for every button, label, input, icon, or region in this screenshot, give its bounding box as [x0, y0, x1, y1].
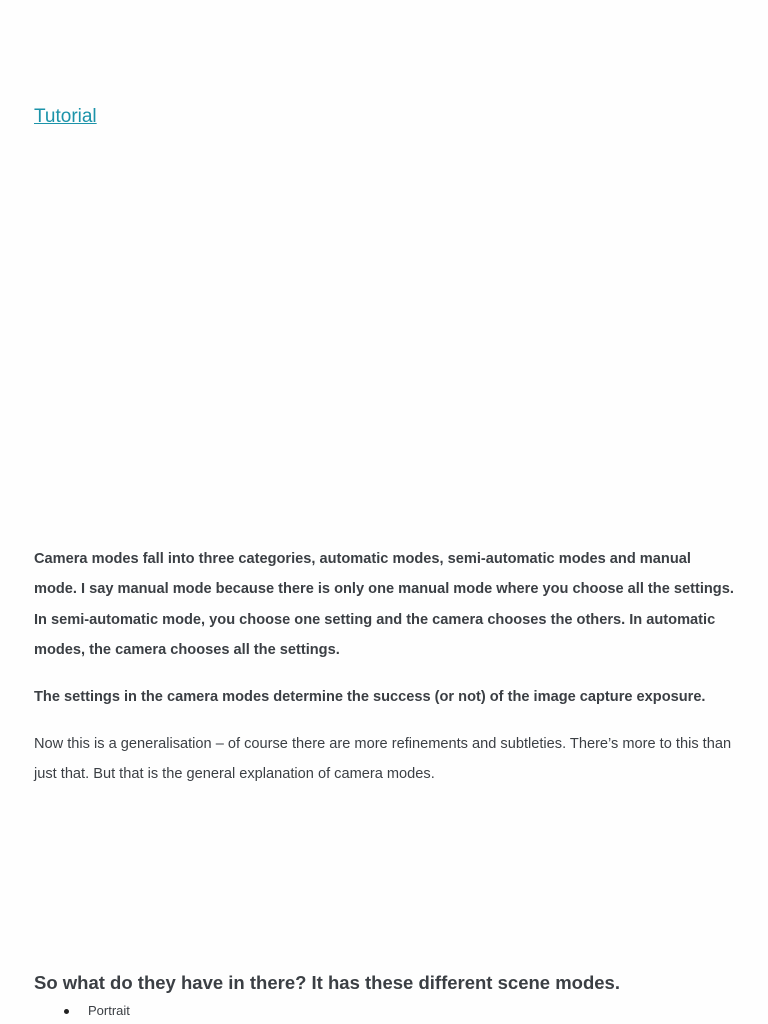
list-item — [88, 1002, 130, 1019]
scene-modes-heading: So what do they have in there? It has these different scene modes. — [34, 972, 620, 993]
bullet-icon — [64, 1009, 69, 1014]
intro-paragraph: Camera modes fall into three categories, automatic modes, semi-automatic modes and manual mode. I say manual mode because there is only one manual mode where you choose all the settings. In semi-automatic mode, you choose one setting and the camera chooses the others. In automatic modes, the camera chooses all the settings. — [34, 551, 734, 658]
generalisation-paragraph: Now this is a generalisation – of course there are more refinements and subtleties. There’s more to this than just that. But that is the general explanation of camera modes. — [34, 736, 732, 783]
scene-modes-list — [88, 1002, 130, 1019]
tutorial-link[interactable]: Tutorial — [34, 106, 97, 127]
settings-paragraph: The settings in the camera modes determine the success (or not) of the image capture exposure. — [34, 689, 706, 705]
list-item-label: Portrait — [88, 1003, 130, 1018]
